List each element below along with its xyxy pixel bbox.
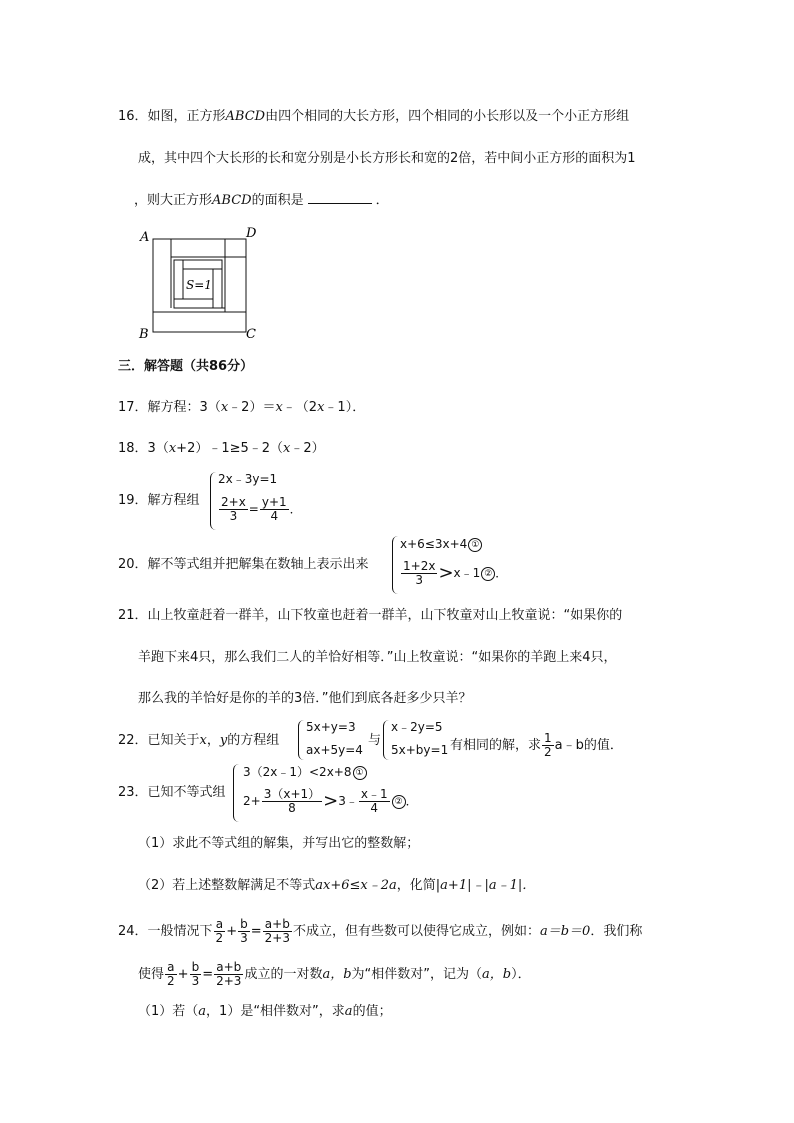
q16-line-1: 16．如图，正方形ABCD由四个相同的大长方形，四个相同的小长形以及一个小正方形组 xyxy=(118,109,630,124)
q16-line-2: 成，其中四个大长形的长和宽分别是小长方形长和宽的2倍，若中间小正方形的面积为1 xyxy=(138,151,636,166)
q22-system-1: 5x+y=3 ax+5y=4 xyxy=(298,718,364,762)
label-A: A xyxy=(140,230,150,245)
q21-line-3: 那么我的羊恰好是你的羊的3倍．”他们到底各赶多少只羊？ xyxy=(138,691,472,706)
q23-part-1: （1）求此不等式组的解集，并写出它的整数解； xyxy=(138,836,420,851)
q24-line-1: 24．一般情况下 $\frac{a}{2}$ + $\frac{b}{3}$ = $\frac{a+b}{2+3}$ 不成立，但有些数可以使得它成立，例如：a＝b＝0．我们称 xyxy=(118,917,643,945)
q23-label: 23．已知不等式组 xyxy=(118,785,226,800)
q20-system: x+6≤3x+4 ① $\frac{1+2x}{3}$ >x﹣1 ② ． xyxy=(392,534,512,598)
q21-line-2: 羊跑下来4只，那么我们二人的羊恰好相等．”山上牧童说：“如果你的羊跑上来4只， xyxy=(138,650,617,665)
q19-system: 2x﹣3y=1 $\frac{2+x}{3}$ = $\frac{y+1}{4}$ ． xyxy=(210,470,300,534)
q20-label: 20．解不等式组并把解集在数轴上表示出来 xyxy=(118,557,369,572)
section-3-heading: 三．解答题（共86分） xyxy=(118,359,254,374)
q24-line-2: 使得 $\frac{a}{2}$ + $\frac{b}{3}$ = $\frac{a+b}{2+3}$ 成立的一对数a，b为“相伴数对”，记为（a，b）． xyxy=(138,960,531,988)
q18: 18．3（x+2）﹣1≥5﹣2（x﹣2） xyxy=(118,441,325,456)
q17: 17．解方程：3（x﹣2）＝x﹣（2x﹣1）． xyxy=(118,400,366,415)
q24-part-1: （1）若（a，1）是“相伴数对”，求a的值； xyxy=(138,1004,392,1019)
q22-text-b: 有相同的解，求 $\frac{1}{2}$ a﹣b的值． xyxy=(450,731,623,759)
answer-blank xyxy=(308,191,372,204)
q21-line-1: 21．山上牧童赶着一群羊，山下牧童也赶着一群羊，山下牧童对山上牧童说：“如果你的 xyxy=(118,608,623,623)
label-C: C xyxy=(246,327,256,340)
q16-line-3: ，则大正方形ABCD的面积是 ． xyxy=(134,193,389,208)
label-D: D xyxy=(246,226,257,241)
square-figure xyxy=(136,226,262,340)
q23-part-2: （2）若上述整数解满足不等式ax+6≤x﹣2a，化简|a+1|﹣|a﹣1|． xyxy=(138,878,536,893)
label-S: S=1 xyxy=(186,278,212,292)
q23-system: 3（2x﹣1）<2x+8 ① 2+ $\frac{3(x+1)}{8}$ >3﹣ $\frac{x﹣1}{4}$ ② ． xyxy=(233,762,423,826)
label-B: B xyxy=(139,327,149,340)
q19-label: 19．解方程组 xyxy=(118,493,200,508)
q22-text-a: 22．已知关于x，y的方程组 xyxy=(118,733,280,748)
q22-with: 与 xyxy=(368,733,382,748)
q22-system-2: x﹣2y=5 5x+by=1 xyxy=(383,718,449,762)
